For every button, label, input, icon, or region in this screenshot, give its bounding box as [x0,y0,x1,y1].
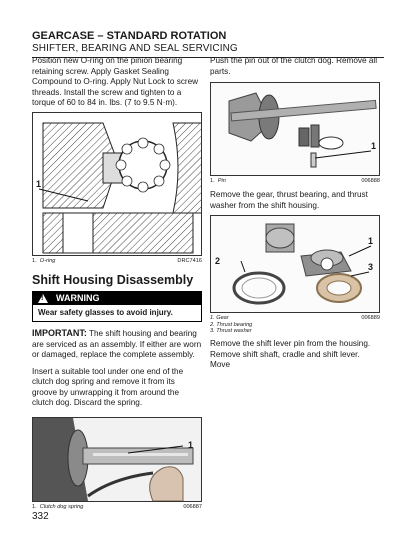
gear-callout: 1 [368,236,374,246]
clutch-spring-illustration [33,418,202,501]
gear-removal-instruction: Remove the gear, thrust bearing, and thrust washer from the shift housing. [210,190,368,210]
oring-caption-text: O-ring [39,258,56,264]
oring-instruction: Position new O-ring on the pinion bearing retaining screw. Apply Gasket Sealing Compound to O-ring. Apply Nut Lock to screw threads. Install the screw and tighten to a torque of 60 to 84 in. lbs. (7 to 9.5 N·m). [32,56,199,107]
pin-illustration [211,83,380,175]
right-column [210,56,380,371]
header-subtitle: SHIFTER, BEARING AND SEAL SERVICING [32,43,238,54]
spring-instruction: Insert a suitable tool under one end of the clutch dog spring and remove it from its groove by unwrapping it from around the clutch dog. Discard the spring. [32,366,184,407]
warning-box [32,291,202,322]
thrust-washer-caption: 3. Thrust washer [210,328,252,334]
warning-text: Wear safety glasses to avoid injury. [32,305,202,322]
header-title: GEARCASE – STANDARD ROTATION [32,30,227,42]
gear-bearing-illustration [211,216,380,312]
gear-caption: 1. Gear [210,315,229,321]
clutch-spring-callout: 1 [188,439,194,450]
warning-icon: ! [38,294,48,303]
pin-callout: 1 [371,141,377,151]
important-label: IMPORTANT: [32,328,87,338]
pin-figure [210,82,380,176]
thrust-bearing-caption: 2. Thrust bearing [210,321,253,328]
thrust-washer-callout: 3 [368,262,374,272]
oring-illustration [33,113,202,255]
pin-caption: 1. Pin 006888 [210,178,380,184]
clutch-spring-figure-code: 006887 [183,503,202,510]
oring-figure-code: DRC7416 [177,258,202,264]
gear-bearing-figure-code: 006889 [361,315,380,321]
important-text: The shift housing and bearing are serviced as an assembly. If either are worn or damaged, replace the complete assembly. [32,329,202,359]
left-column [32,56,202,513]
clutch-spring-caption: 1. Clutch dog spring 006887 [32,503,202,510]
pin-caption-text: Pin [217,178,226,184]
gear-bearing-figure [210,215,380,313]
page-number: 332 [32,511,49,522]
warning-header [32,291,202,305]
section-title: Shift Housing Disassembly [32,273,194,287]
oring-figure [32,112,202,256]
oring-caption: 1. O-ring DRC7416 [32,258,202,264]
page-header [32,30,384,58]
clutch-spring-caption-text: Clutch dog spring [39,503,84,510]
gear-bearing-caption [210,315,380,335]
clutch-spring-figure [32,417,202,502]
warning-label: WARNING [56,293,100,303]
oring-callout: 1 [36,179,42,189]
pin-instruction: Push the pin out of the clutch dog. Remove all parts. [210,56,378,76]
important-note [32,328,202,361]
thrust-bearing-callout: 2 [215,256,221,266]
shift-lever-instruction: Remove the shift lever pin from the housing. Remove shift shaft, cradle and shift lever. Move [210,339,371,369]
pin-figure-code: 006888 [361,178,380,184]
